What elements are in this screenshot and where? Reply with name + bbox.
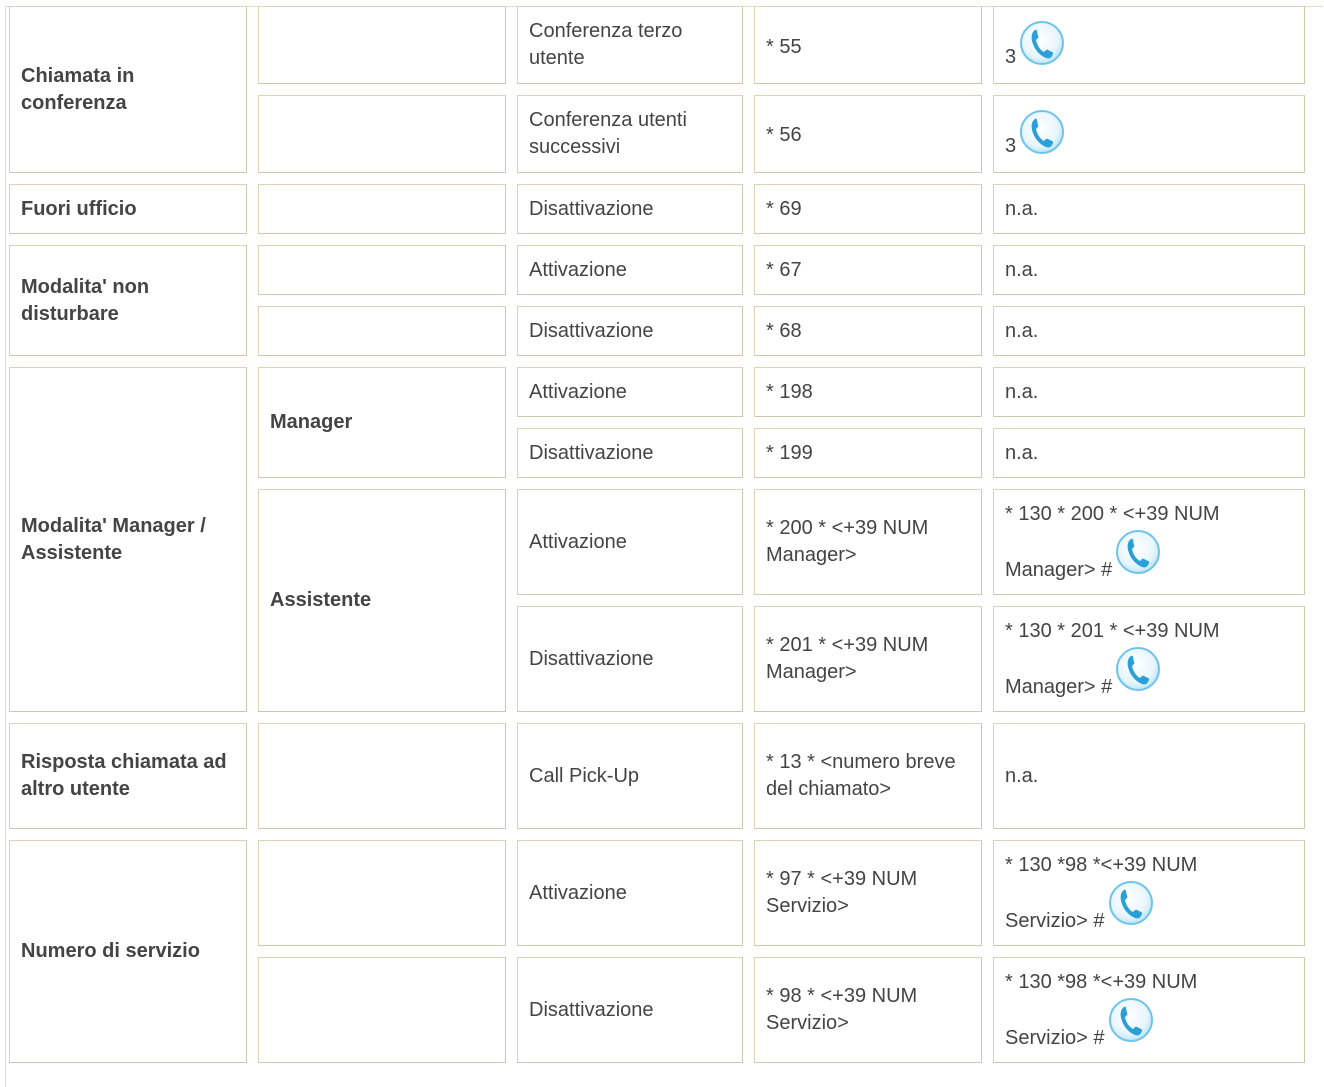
service-name-cell: Modalita' Manager / Assistente bbox=[9, 367, 247, 712]
action-cell: Disattivazione bbox=[517, 306, 743, 356]
phone-code-line: * 130 * 201 * <+39 NUM bbox=[1005, 620, 1220, 642]
action-cell: Disattivazione bbox=[517, 184, 743, 234]
code-cell: * 198 bbox=[754, 367, 982, 417]
phone-code-cell bbox=[993, 606, 1305, 712]
role-cell bbox=[258, 184, 506, 234]
table-row bbox=[9, 184, 1305, 234]
phone-icon bbox=[1018, 108, 1066, 156]
service-name-cell: Modalita' non disturbare bbox=[9, 245, 247, 356]
role-cell: Manager bbox=[258, 367, 506, 478]
role-cell bbox=[258, 95, 506, 173]
code-cell: * 56 bbox=[754, 95, 982, 173]
phone-code-cell: n.a. bbox=[993, 245, 1305, 295]
role-cell bbox=[258, 306, 506, 356]
phone-code-line: Manager> # bbox=[1005, 559, 1113, 581]
service-name-cell: Risposta chiamata ad altro utente bbox=[9, 723, 247, 829]
phone-icon bbox=[1018, 19, 1066, 67]
phone-code-cell bbox=[993, 95, 1305, 173]
phone-code-cell bbox=[993, 840, 1305, 946]
phone-code-line: Servizio> # bbox=[1005, 1027, 1105, 1049]
code-cell: * 97 * <+39 NUM Servizio> bbox=[754, 840, 982, 946]
action-cell: Attivazione bbox=[517, 840, 743, 946]
role-cell bbox=[258, 723, 506, 829]
phone-code-cell: n.a. bbox=[993, 428, 1305, 478]
role-cell bbox=[258, 957, 506, 1063]
service-name-cell: Chiamata in conferenza bbox=[9, 6, 247, 173]
phone-code-line: Servizio> # bbox=[1005, 910, 1105, 932]
phone-code-line: Manager> # bbox=[1005, 676, 1113, 698]
code-cell: * 55 bbox=[754, 6, 982, 84]
phone-code-value: 3 bbox=[1005, 135, 1017, 157]
action-cell: Attivazione bbox=[517, 367, 743, 417]
phone-code-cell bbox=[993, 6, 1305, 84]
phone-icon bbox=[1107, 879, 1155, 927]
role-cell bbox=[258, 245, 506, 295]
code-cell: * 13 * <numero breve del chiamato> bbox=[754, 723, 982, 829]
role-cell: Assistente bbox=[258, 489, 506, 712]
service-name-cell: Fuori ufficio bbox=[9, 184, 247, 234]
code-cell: * 201 * <+39 NUM Manager> bbox=[754, 606, 982, 712]
phone-icon bbox=[1114, 528, 1162, 576]
action-cell: Disattivazione bbox=[517, 606, 743, 712]
code-cell: * 68 bbox=[754, 306, 982, 356]
role-cell bbox=[258, 840, 506, 946]
action-cell: Call Pick-Up bbox=[517, 723, 743, 829]
action-cell: Attivazione bbox=[517, 489, 743, 595]
action-cell: Disattivazione bbox=[517, 428, 743, 478]
action-cell: Attivazione bbox=[517, 245, 743, 295]
code-cell: * 67 bbox=[754, 245, 982, 295]
phone-code-cell: n.a. bbox=[993, 723, 1305, 829]
phone-code-cell: n.a. bbox=[993, 367, 1305, 417]
table-row bbox=[9, 6, 1305, 84]
role-cell bbox=[258, 6, 506, 84]
action-cell: Disattivazione bbox=[517, 957, 743, 1063]
code-cell: * 69 bbox=[754, 184, 982, 234]
table-row bbox=[9, 840, 1305, 946]
code-cell: * 200 * <+39 NUM Manager> bbox=[754, 489, 982, 595]
table-row bbox=[9, 245, 1305, 295]
action-cell: Conferenza utenti successivi bbox=[517, 95, 743, 173]
table-row bbox=[9, 367, 1305, 417]
phone-code-cell: n.a. bbox=[993, 306, 1305, 356]
service-name-cell: Numero di servizio bbox=[9, 840, 247, 1063]
code-cell: * 199 bbox=[754, 428, 982, 478]
phone-icon bbox=[1114, 645, 1162, 693]
phone-code-cell: n.a. bbox=[993, 184, 1305, 234]
phone-code-cell bbox=[993, 957, 1305, 1063]
phone-code-value: 3 bbox=[1005, 46, 1017, 68]
phone-code-line: * 130 *98 *<+39 NUM bbox=[1005, 854, 1198, 876]
table-row bbox=[9, 723, 1305, 829]
phone-code-line: * 130 *98 *<+39 NUM bbox=[1005, 971, 1198, 993]
phone-icon bbox=[1107, 996, 1155, 1044]
action-cell: Conferenza terzo utente bbox=[517, 6, 743, 84]
code-cell: * 98 * <+39 NUM Servizio> bbox=[754, 957, 982, 1063]
phone-code-line: * 130 * 200 * <+39 NUM bbox=[1005, 503, 1220, 525]
phone-code-cell bbox=[993, 489, 1305, 595]
